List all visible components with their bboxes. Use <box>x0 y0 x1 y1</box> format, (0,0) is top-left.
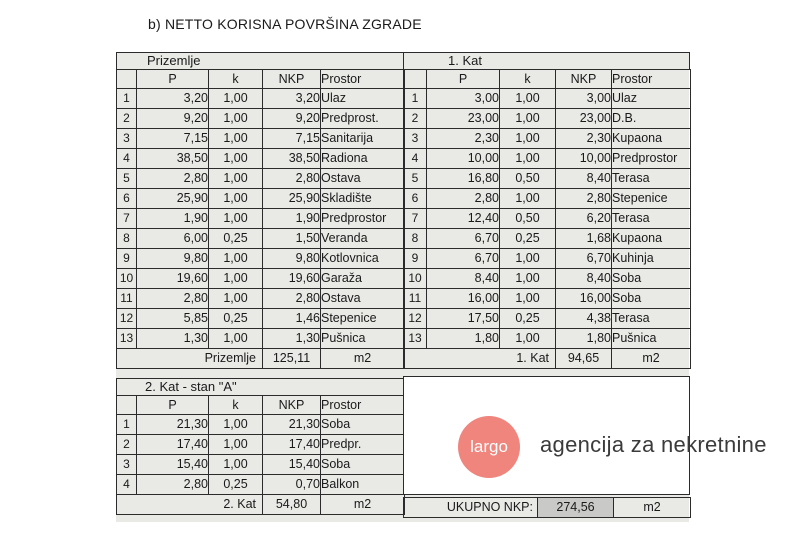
cell-p: 2,80 <box>137 169 209 189</box>
cell-prostor: Ostava <box>321 169 405 189</box>
cell-k: 0,25 <box>500 309 556 329</box>
row-number: 7 <box>117 209 137 229</box>
kat2-caption: 2. Kat - stan "A" <box>116 378 404 395</box>
table-row <box>117 249 405 269</box>
row-number: 1 <box>117 89 137 109</box>
table-row <box>404 109 691 129</box>
cell-k: 1,00 <box>209 129 263 149</box>
column-header-prostor: Prostor <box>321 70 405 89</box>
cell-p: 19,60 <box>137 269 209 289</box>
cell-p: 2,80 <box>427 189 500 209</box>
cell-prostor: Soba <box>321 415 405 435</box>
cell-k: 1,00 <box>500 129 556 149</box>
subtotal-unit: m2 <box>321 349 405 369</box>
cell-k: 1,00 <box>500 269 556 289</box>
total-nkp-row <box>403 497 691 518</box>
cell-nkp: 19,60 <box>263 269 321 289</box>
cell-k: 1,00 <box>500 89 556 109</box>
cell-nkp: 3,00 <box>556 89 612 109</box>
column-header-prostor: Prostor <box>321 396 405 415</box>
cell-p: 1,30 <box>137 329 209 349</box>
document-title: b) NETTO KORISNA POVRŠINA ZGRADE <box>148 16 422 32</box>
row-number: 5 <box>404 169 427 189</box>
row-number: 13 <box>404 329 427 349</box>
cell-nkp: 9,80 <box>263 249 321 269</box>
cell-k: 1,00 <box>209 415 263 435</box>
cell-nkp: 6,70 <box>556 249 612 269</box>
row-number: 12 <box>117 309 137 329</box>
row-number: 10 <box>117 269 137 289</box>
cell-nkp: 1,68 <box>556 229 612 249</box>
row-number: 11 <box>404 289 427 309</box>
cell-p: 7,15 <box>137 129 209 149</box>
subtotal-value: 54,80 <box>263 495 321 515</box>
cell-nkp: 21,30 <box>263 415 321 435</box>
subtotal-label: 2. Kat <box>117 495 263 515</box>
column-header-k: k <box>209 70 263 89</box>
table-row <box>404 149 691 169</box>
subtotal-label: 1. Kat <box>404 349 556 369</box>
table-row <box>117 109 405 129</box>
table-row <box>404 269 691 289</box>
cell-p: 21,30 <box>137 415 209 435</box>
row-number: 4 <box>117 475 137 495</box>
cell-prostor: Pušnica <box>321 329 405 349</box>
cell-prostor: Ulaz <box>612 89 691 109</box>
table-row <box>404 129 691 149</box>
column-header-p: P <box>137 396 209 415</box>
row-number: 4 <box>117 149 137 169</box>
cell-prostor: Terasa <box>612 209 691 229</box>
cell-p: 3,00 <box>427 89 500 109</box>
subtotal-row <box>117 349 405 369</box>
column-header-p: P <box>137 70 209 89</box>
prizemlje-caption: Prizemlje <box>116 52 404 69</box>
cell-nkp: 38,50 <box>263 149 321 169</box>
cell-nkp: 9,20 <box>263 109 321 129</box>
table-row <box>117 209 405 229</box>
cell-nkp: 3,20 <box>263 89 321 109</box>
row-number: 1 <box>404 89 427 109</box>
cell-k: 1,00 <box>500 189 556 209</box>
cell-nkp: 6,20 <box>556 209 612 229</box>
cell-nkp: 1,80 <box>556 329 612 349</box>
table-row <box>404 169 691 189</box>
prizemlje-table <box>116 69 405 369</box>
cell-prostor: Skladište <box>321 189 405 209</box>
row-number: 4 <box>404 149 427 169</box>
table-row <box>404 309 691 329</box>
row-number: 5 <box>117 169 137 189</box>
table-row <box>117 149 405 169</box>
row-number: 9 <box>404 249 427 269</box>
table-row <box>404 249 691 269</box>
cell-nkp: 8,40 <box>556 269 612 289</box>
header-blank <box>117 396 137 415</box>
cell-k: 0,50 <box>500 209 556 229</box>
cell-p: 17,40 <box>137 435 209 455</box>
cell-k: 0,25 <box>209 309 263 329</box>
cell-prostor: Balkon <box>321 475 405 495</box>
row-number: 11 <box>117 289 137 309</box>
table-row <box>404 189 691 209</box>
cell-prostor: Predprostor <box>321 209 405 229</box>
cell-p: 8,40 <box>427 269 500 289</box>
cell-k: 0,50 <box>500 169 556 189</box>
cell-p: 23,00 <box>427 109 500 129</box>
cell-p: 2,80 <box>137 289 209 309</box>
cell-prostor: Veranda <box>321 229 405 249</box>
cell-p: 1,80 <box>427 329 500 349</box>
table-row <box>117 189 405 209</box>
cell-nkp: 25,90 <box>263 189 321 209</box>
cell-prostor: Kupaona <box>612 229 691 249</box>
cell-k: 1,00 <box>209 189 263 209</box>
row-number: 10 <box>404 269 427 289</box>
cell-p: 25,90 <box>137 189 209 209</box>
column-header-nkp: NKP <box>263 70 321 89</box>
cell-p: 5,85 <box>137 309 209 329</box>
cell-prostor: Kupaona <box>612 129 691 149</box>
cell-nkp: 1,46 <box>263 309 321 329</box>
cell-prostor: Terasa <box>612 309 691 329</box>
subtotal-label: Prizemlje <box>117 349 263 369</box>
cell-nkp: 1,90 <box>263 209 321 229</box>
row-number: 9 <box>117 249 137 269</box>
cell-p: 17,50 <box>427 309 500 329</box>
cell-p: 1,90 <box>137 209 209 229</box>
cell-prostor: Predpr. <box>321 435 405 455</box>
table-row <box>404 329 691 349</box>
column-header-prostor: Prostor <box>612 70 691 89</box>
table-row <box>117 169 405 189</box>
cell-prostor: Stepenice <box>612 189 691 209</box>
table-row <box>117 329 405 349</box>
table-row <box>117 455 405 475</box>
row-number: 7 <box>404 209 427 229</box>
cell-p: 12,40 <box>427 209 500 229</box>
cell-k: 0,25 <box>209 475 263 495</box>
column-header-k: k <box>209 396 263 415</box>
cell-nkp: 23,00 <box>556 109 612 129</box>
cell-nkp: 0,70 <box>263 475 321 495</box>
subtotal-unit: m2 <box>321 495 405 515</box>
cell-k: 1,00 <box>209 329 263 349</box>
cell-nkp: 16,00 <box>556 289 612 309</box>
cell-prostor: Pušnica <box>612 329 691 349</box>
cell-prostor: Ulaz <box>321 89 405 109</box>
cell-p: 2,30 <box>427 129 500 149</box>
cell-k: 0,25 <box>209 229 263 249</box>
cell-k: 1,00 <box>209 249 263 269</box>
row-number: 2 <box>404 109 427 129</box>
column-header-row <box>404 70 691 89</box>
kat1-table <box>403 69 691 369</box>
cell-k: 0,25 <box>500 229 556 249</box>
cell-prostor: Soba <box>612 289 691 309</box>
cell-k: 1,00 <box>500 329 556 349</box>
subtotal-row <box>404 349 691 369</box>
subtotal-value: 94,65 <box>556 349 612 369</box>
subtotal-unit: m2 <box>612 349 691 369</box>
cell-p: 38,50 <box>137 149 209 169</box>
largo-logo-icon: largo <box>458 416 520 478</box>
total-nkp-value: 274,56 <box>538 498 614 518</box>
row-number: 3 <box>117 455 137 475</box>
cell-nkp: 1,30 <box>263 329 321 349</box>
cell-nkp: 7,15 <box>263 129 321 149</box>
cell-k: 1,00 <box>209 269 263 289</box>
cell-prostor: Soba <box>612 269 691 289</box>
cell-p: 6,70 <box>427 249 500 269</box>
cell-nkp: 1,50 <box>263 229 321 249</box>
kat2-table <box>116 395 405 515</box>
row-number: 2 <box>117 435 137 455</box>
table-row <box>117 435 405 455</box>
row-number: 3 <box>117 129 137 149</box>
cell-k: 1,00 <box>500 149 556 169</box>
cell-k: 1,00 <box>500 249 556 269</box>
cell-nkp: 4,38 <box>556 309 612 329</box>
cell-prostor: Ostava <box>321 289 405 309</box>
cell-nkp: 15,40 <box>263 455 321 475</box>
column-header-nkp: NKP <box>263 396 321 415</box>
cell-p: 2,80 <box>137 475 209 495</box>
table-row <box>117 289 405 309</box>
cell-p: 6,00 <box>137 229 209 249</box>
row-number: 2 <box>117 109 137 129</box>
cell-prostor: Kotlovnica <box>321 249 405 269</box>
cell-prostor: Sanitarija <box>321 129 405 149</box>
column-header-nkp: NKP <box>556 70 612 89</box>
cell-prostor: Soba <box>321 455 405 475</box>
cell-k: 1,00 <box>209 289 263 309</box>
table-row <box>117 269 405 289</box>
cell-p: 15,40 <box>137 455 209 475</box>
cell-p: 10,00 <box>427 149 500 169</box>
cell-nkp: 2,80 <box>556 189 612 209</box>
row-number: 6 <box>117 189 137 209</box>
subtotal-value: 125,11 <box>263 349 321 369</box>
cell-p: 6,70 <box>427 229 500 249</box>
table-row <box>117 89 405 109</box>
cell-k: 1,00 <box>209 435 263 455</box>
row-number: 6 <box>404 189 427 209</box>
table-row <box>404 289 691 309</box>
table-row <box>404 229 691 249</box>
subtotal-row <box>117 495 405 515</box>
cell-nkp: 17,40 <box>263 435 321 455</box>
cell-k: 1,00 <box>209 209 263 229</box>
row-number: 13 <box>117 329 137 349</box>
total-nkp-label: UKUPNO NKP: <box>404 498 538 518</box>
column-header-k: k <box>500 70 556 89</box>
cell-nkp: 2,80 <box>263 289 321 309</box>
table-row <box>117 475 405 495</box>
cell-k: 1,00 <box>500 289 556 309</box>
row-number: 8 <box>404 229 427 249</box>
cell-p: 16,00 <box>427 289 500 309</box>
cell-k: 1,00 <box>209 89 263 109</box>
cell-prostor: D.B. <box>612 109 691 129</box>
table-row <box>117 229 405 249</box>
cell-nkp: 8,40 <box>556 169 612 189</box>
table-row <box>404 209 691 229</box>
cell-nkp: 2,30 <box>556 129 612 149</box>
cell-p: 9,20 <box>137 109 209 129</box>
cell-prostor: Stepenice <box>321 309 405 329</box>
cell-prostor: Terasa <box>612 169 691 189</box>
cell-k: 1,00 <box>500 109 556 129</box>
table-row <box>117 309 405 329</box>
table-row <box>117 129 405 149</box>
cell-prostor: Kuhinja <box>612 249 691 269</box>
cell-p: 9,80 <box>137 249 209 269</box>
cell-nkp: 10,00 <box>556 149 612 169</box>
row-number: 12 <box>404 309 427 329</box>
cell-p: 16,80 <box>427 169 500 189</box>
column-header-row <box>117 70 405 89</box>
column-header-row <box>117 396 405 415</box>
header-blank <box>404 70 427 89</box>
cell-prostor: Garaža <box>321 269 405 289</box>
agency-tagline: agencija za nekretnine <box>540 432 767 457</box>
cell-prostor: Predprostor <box>612 149 691 169</box>
total-nkp-unit: m2 <box>614 498 691 518</box>
cell-k: 1,00 <box>209 169 263 189</box>
table-row <box>404 89 691 109</box>
column-header-p: P <box>427 70 500 89</box>
row-number: 1 <box>117 415 137 435</box>
cell-p: 3,20 <box>137 89 209 109</box>
cell-k: 1,00 <box>209 455 263 475</box>
table-row <box>117 415 405 435</box>
cell-prostor: Predprost. <box>321 109 405 129</box>
cell-nkp: 2,80 <box>263 169 321 189</box>
kat1-caption: 1. Kat <box>403 52 690 69</box>
header-blank <box>117 70 137 89</box>
row-number: 8 <box>117 229 137 249</box>
cell-k: 1,00 <box>209 149 263 169</box>
cell-prostor: Radiona <box>321 149 405 169</box>
cell-k: 1,00 <box>209 109 263 129</box>
row-number: 3 <box>404 129 427 149</box>
